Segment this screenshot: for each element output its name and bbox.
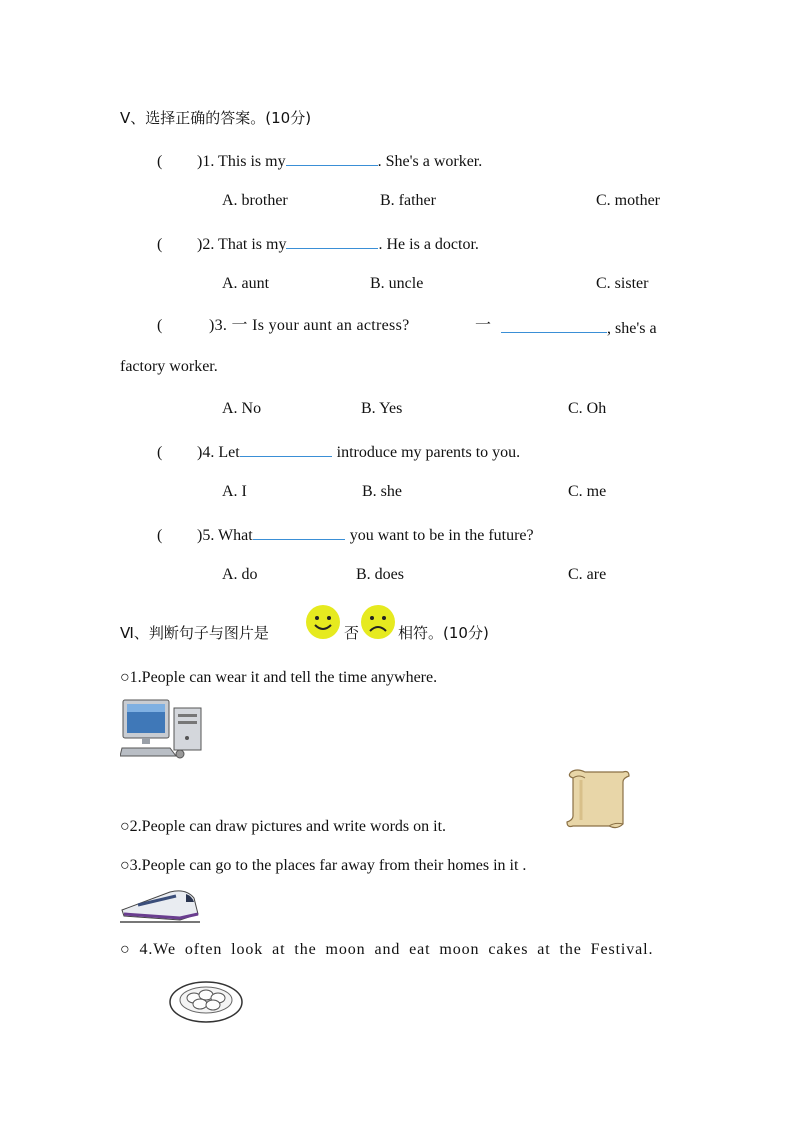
q1-option-b: B. father [380, 192, 436, 209]
paren-open: ( [157, 236, 163, 253]
answer-blank-4[interactable] [240, 440, 332, 457]
question-3 [157, 316, 410, 336]
q1-option-c: C. mother [596, 192, 660, 209]
answer-blank-2[interactable] [286, 232, 378, 249]
section-6-title-c: 相符。(10分) [398, 624, 489, 642]
question-4-tail: introduce my parents to you. [336, 444, 521, 461]
q5-option-c: C. are [568, 566, 607, 583]
paren-open: ( [157, 444, 163, 461]
train-icon [120, 884, 200, 926]
question-3-tail: , she's a [607, 320, 657, 337]
question-1 [157, 149, 482, 172]
paren-open: ( [157, 317, 163, 334]
computer-icon [120, 698, 204, 760]
q4-option-b: B. she [362, 483, 402, 500]
q3-option-c: C. Oh [568, 400, 607, 417]
smiley-face-icon [305, 604, 341, 640]
judge-item-3: ○3.People can go to the places far away from their homes in it . [120, 857, 527, 874]
question-4 [157, 440, 520, 463]
section-6-title-a: Ⅵ、判断句子与图片是 [120, 624, 269, 642]
question-5-stem: )5. What [197, 527, 253, 544]
paren-open: ( [157, 153, 163, 170]
q3-option-a: A. No [222, 400, 262, 417]
answer-blank-1[interactable] [286, 149, 378, 166]
question-2-stem: )2. That is my [197, 236, 287, 253]
q3-option-b: B. Yes [361, 400, 403, 417]
sad-face-icon [360, 604, 396, 640]
question-2-tail: . He is a doctor. [378, 236, 479, 253]
question-3-stem: )3. 一 Is your aunt an actress? [209, 317, 410, 334]
q2-option-a: A. aunt [222, 275, 270, 292]
q2-option-b: B. uncle [370, 275, 424, 292]
judge-item-4: ○ 4.We often look at the moon and eat moon cakes at the Festival. [120, 941, 654, 958]
question-5-tail: you want to be in the future? [349, 527, 534, 544]
question-1-stem: )1. This is my [197, 153, 286, 170]
question-2 [157, 232, 479, 255]
q1-option-a: A. brother [222, 192, 288, 209]
question-1-tail: . She's a worker. [377, 153, 483, 170]
question-5 [157, 523, 534, 546]
judge-item-1: ○1.People can wear it and tell the time anywhere. [120, 669, 438, 686]
dumplings-plate-icon [168, 976, 244, 1024]
section-6-title-b: 否 [344, 624, 360, 642]
q5-option-b: B. does [356, 566, 404, 583]
answer-blank-5[interactable] [253, 523, 345, 540]
question-4-stem: )4. Let [197, 444, 240, 461]
question-3-continuation: factory worker. [120, 358, 218, 375]
q5-option-a: A. do [222, 566, 258, 583]
section-5-title: Ⅴ、选择正确的答案。(10分) [120, 109, 312, 127]
q2-option-c: C. sister [596, 275, 649, 292]
question-3-dash: 一 [475, 317, 492, 334]
question-3-answer [501, 316, 657, 339]
judge-item-2: ○2.People can draw pictures and write words on it. [120, 818, 447, 835]
paren-open: ( [157, 527, 163, 544]
answer-blank-3[interactable] [501, 316, 607, 333]
q4-option-a: A. I [222, 483, 247, 500]
q4-option-c: C. me [568, 483, 607, 500]
paper-scroll-icon [563, 766, 633, 832]
